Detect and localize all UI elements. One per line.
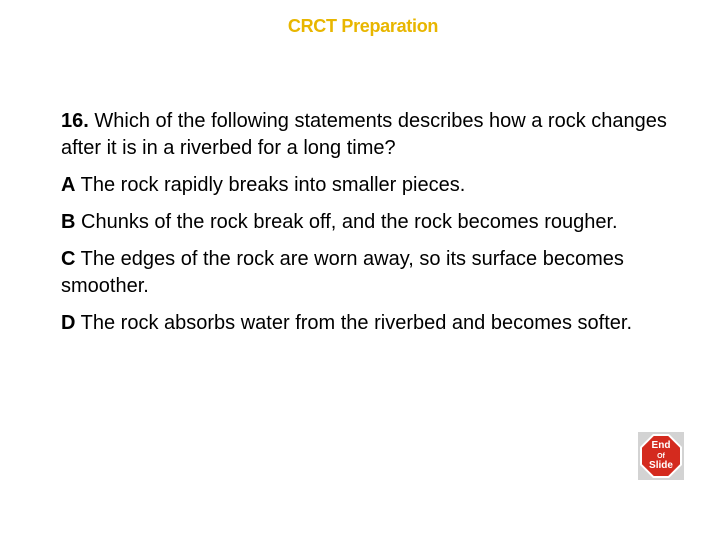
answer-choice-a[interactable] [61,172,691,199]
choice-text: Chunks of the rock break off, and the rock becomes rougher. [81,211,618,233]
choice-text: The rock rapidly breaks into smaller pieces. [80,174,466,196]
answer-choice-b[interactable] [61,209,691,236]
choice-letter: B [61,211,76,233]
answer-choice-c[interactable] [61,246,691,300]
end-of-slide-button[interactable] [638,432,684,480]
end-sign-line2: Of [657,453,665,460]
question-prompt: Which of the following statements describes how a rock changes after it is in a riverbed for a long time? [61,110,667,159]
question-text [61,108,691,162]
end-sign-line3: Slide [649,460,673,471]
page-title: CRCT Preparation [287,16,439,36]
stop-sign-icon [638,432,684,480]
choice-letter: D [61,312,76,334]
choice-text: The edges of the rock are worn away, so its surface becomes smoother. [61,248,624,297]
choice-letter: A [61,174,76,196]
choice-text: The rock absorbs water from the riverbed and becomes softer. [80,312,633,334]
answer-choice-d[interactable] [61,310,691,337]
question-block [61,108,691,347]
end-sign-line1: End [651,440,671,451]
choice-letter: C [61,248,76,270]
question-number: 16. [61,110,89,132]
